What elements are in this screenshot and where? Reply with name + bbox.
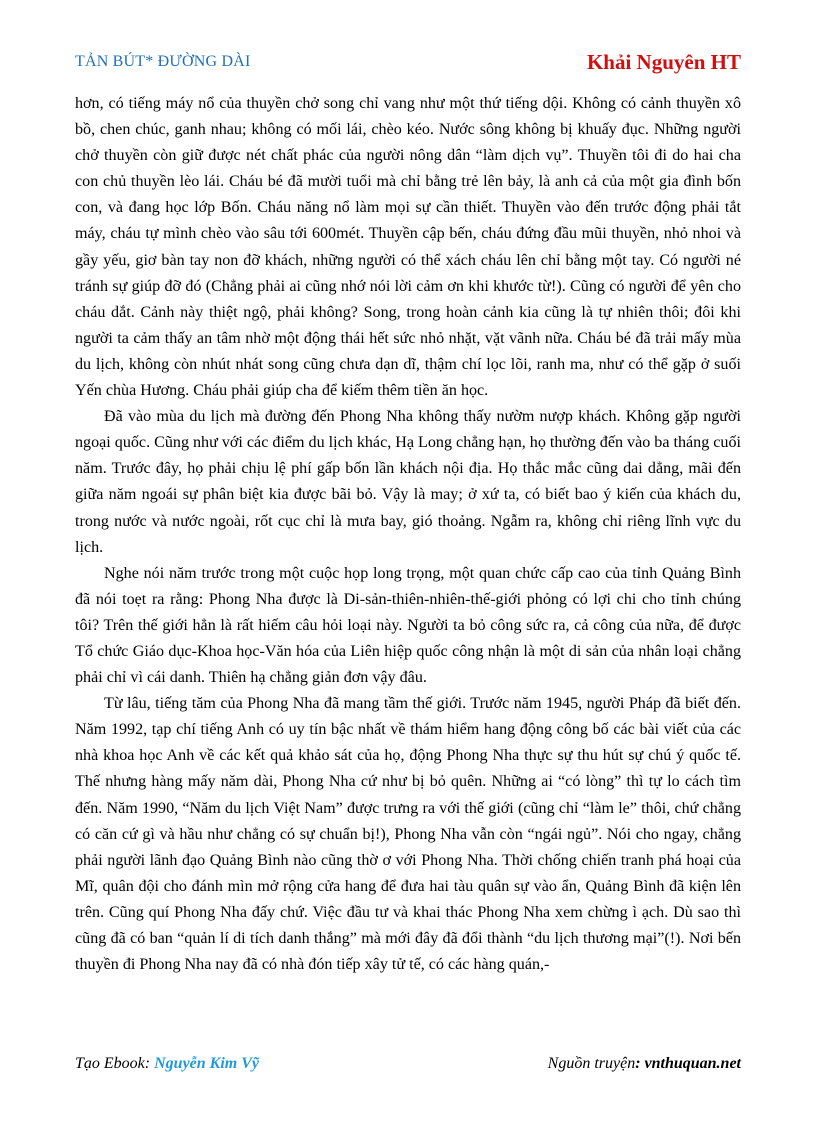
- author-name: Khải Nguyên HT: [586, 50, 741, 74]
- creator-separator: :: [144, 1055, 155, 1072]
- paragraph-4: Từ lâu, tiếng tăm của Phong Nha đã mang tầm thế giới. Trước năm 1945, người Pháp đã biết đến. Năm 1992, tạp chí tiếng Anh có uy tín bậc nhất về thám hiểm hang động công bố các bài viết của các nhà khoa học Anh về các kết quả khảo sát của họ, động Phong Nha thực sự thu hút sự chú ý quốc tế. Thế nhưng hàng mấy năm dài, Phong Nha cứ như bị bỏ quên. Những ai “có lòng” thì tự lo cách tìm đến. Năm 1990, “Năm du lịch Việt Nam” được trưng ra với thế giới (cũng chỉ “làm le” thôi, chứ chẳng có căn cứ gì và hầu như chẳng có sự chuẩn bị!), Phong Nha vẫn còn “ngái ngủ”. Nói cho ngay, chẳng phải người lãnh đạo Quảng Bình nào cũng thờ ơ với Phong Nha. Thời chống chiến tranh phá hoại của Mĩ, quân đội cho đánh mìn mở rộng cửa hang để đưa hai tàu quân sự vào ẩn, Quảng Bình đã kiện lên trên. Cũng quí Phong Nha đấy chứ. Việc đầu tư và khai thác Phong Nha xem chừng ì ạch. Dù sao thì cũng đã có ban “quản lí di tích danh thắng” mà mới đây đã đổi thành “du lịch thương mại”(!). Nơi bến thuyền đi Phong Nha nay đã có nhà đón tiếp xây tử tế, có các hàng quán,-: [75, 695, 741, 974]
- body-text: [75, 91, 741, 978]
- page-header: [75, 50, 741, 76]
- paragraph-1: hơn, có tiếng máy nổ của thuyền chở song chỉ vang như một thứ tiếng dội. Không có cảnh thuyền xô bồ, chen chúc, ganh nhau; không có mối lái, chèo kéo. Nước sông không bị khuấy đục. Những người chở thuyền còn giữ được nét chất phác của người nông dân “làm dịch vụ”. Thuyền tôi đi do hai cha con chủ thuyền lèo lái. Cháu bé đã mười tuổi mà chỉ bằng trẻ lên bảy, là anh cả của một gia đình bốn con, và đang học lớp Bốn. Cháu năng nổ làm mọi sự cần thiết. Thuyền vào đến trước động phải tắt máy, cháu tự mình chèo vào sâu tới 600mét. Thuyền cập bến, cháu đứng đầu mũi thuyền, nhỏ nhoi và gầy yếu, giơ bàn tay non đỡ khách, những người có thể xách cháu lên chỉ bằng một tay. Có người né tránh sự giúp đỡ đó (Chẳng phải ai cũng nhớ nói lời cảm ơn khi khước từ!). Cũng có người để yên cho cháu dắt. Cảnh này thiệt ngộ, phải không? Song, trong hoàn cảnh kia cũng là tự nhiên thôi; đôi khi người ta cảm thấy an tâm nhờ một động thái hết sức nhỏ nhặt, vặt vãnh nữa. Cháu bé đã trải mấy mùa du lịch, không còn nhút nhát song cũng chưa dạn dĩ, thậm chí lọc lõi, ranh ma, như có thể gặp ở suối Yến chùa Hương. Cháu phải giúp cha để kiếm thêm tiền ăn học.: [75, 95, 741, 400]
- book-title: TẢN BÚT* ĐƯỜNG DÀI: [75, 53, 251, 70]
- source-label: Nguồn truyện: [547, 1055, 636, 1072]
- paragraph-3: Nghe nói năm trước trong một cuộc họp long trọng, một quan chức cấp cao của tỉnh Quảng Bình đã nói toẹt ra rằng: Phong Nha được là Di-sản-thiên-nhiên-thế-giới phỏng có lợi chi cho tỉnh chúng tôi? Trên thế giới hẳn là rất hiếm câu hỏi loại này. Người ta bỏ công sức ra, cả công của nữa, để được Tổ chức Giáo dục-Khoa học-Văn hóa của Liên hiệp quốc công nhận là một di sản của nhân loại chẳng phải chỉ vì cái danh. Thiên hạ chẳng giản đơn vậy đâu.: [75, 564, 741, 687]
- source-separator: :: [635, 1055, 645, 1072]
- creator-name: Nguyễn Kim Vỹ: [154, 1055, 259, 1072]
- ebook-creator: [75, 1055, 259, 1073]
- paragraph-2: Đã vào mùa du lịch mà đường đến Phong Nha không thấy nườm nượp khách. Không gặp người ngoại quốc. Cũng như với các điểm du lịch khác, Hạ Long chẳng hạn, họ thường đến vào ba tháng cuối năm. Trước đây, họ phải chịu lệ phí gấp bốn lần khách nội địa. Họ thắc mắc cũng dai dẳng, mãi đến giữa năm ngoái sự phân biệt kia được bãi bỏ. Vậy là may; ở xứ ta, có biết bao ý kiến của khách du, trong nước và nước ngoài, rốt cục chỉ là mưa bay, gió thoảng. Ngẫm ra, không chỉ riêng lĩnh vực du lịch.: [75, 408, 741, 556]
- story-source: [548, 1055, 741, 1073]
- source-name: vnthuquan.net: [644, 1055, 741, 1072]
- page-footer: [75, 1055, 741, 1077]
- creator-label: Tạo Ebook: [75, 1055, 145, 1072]
